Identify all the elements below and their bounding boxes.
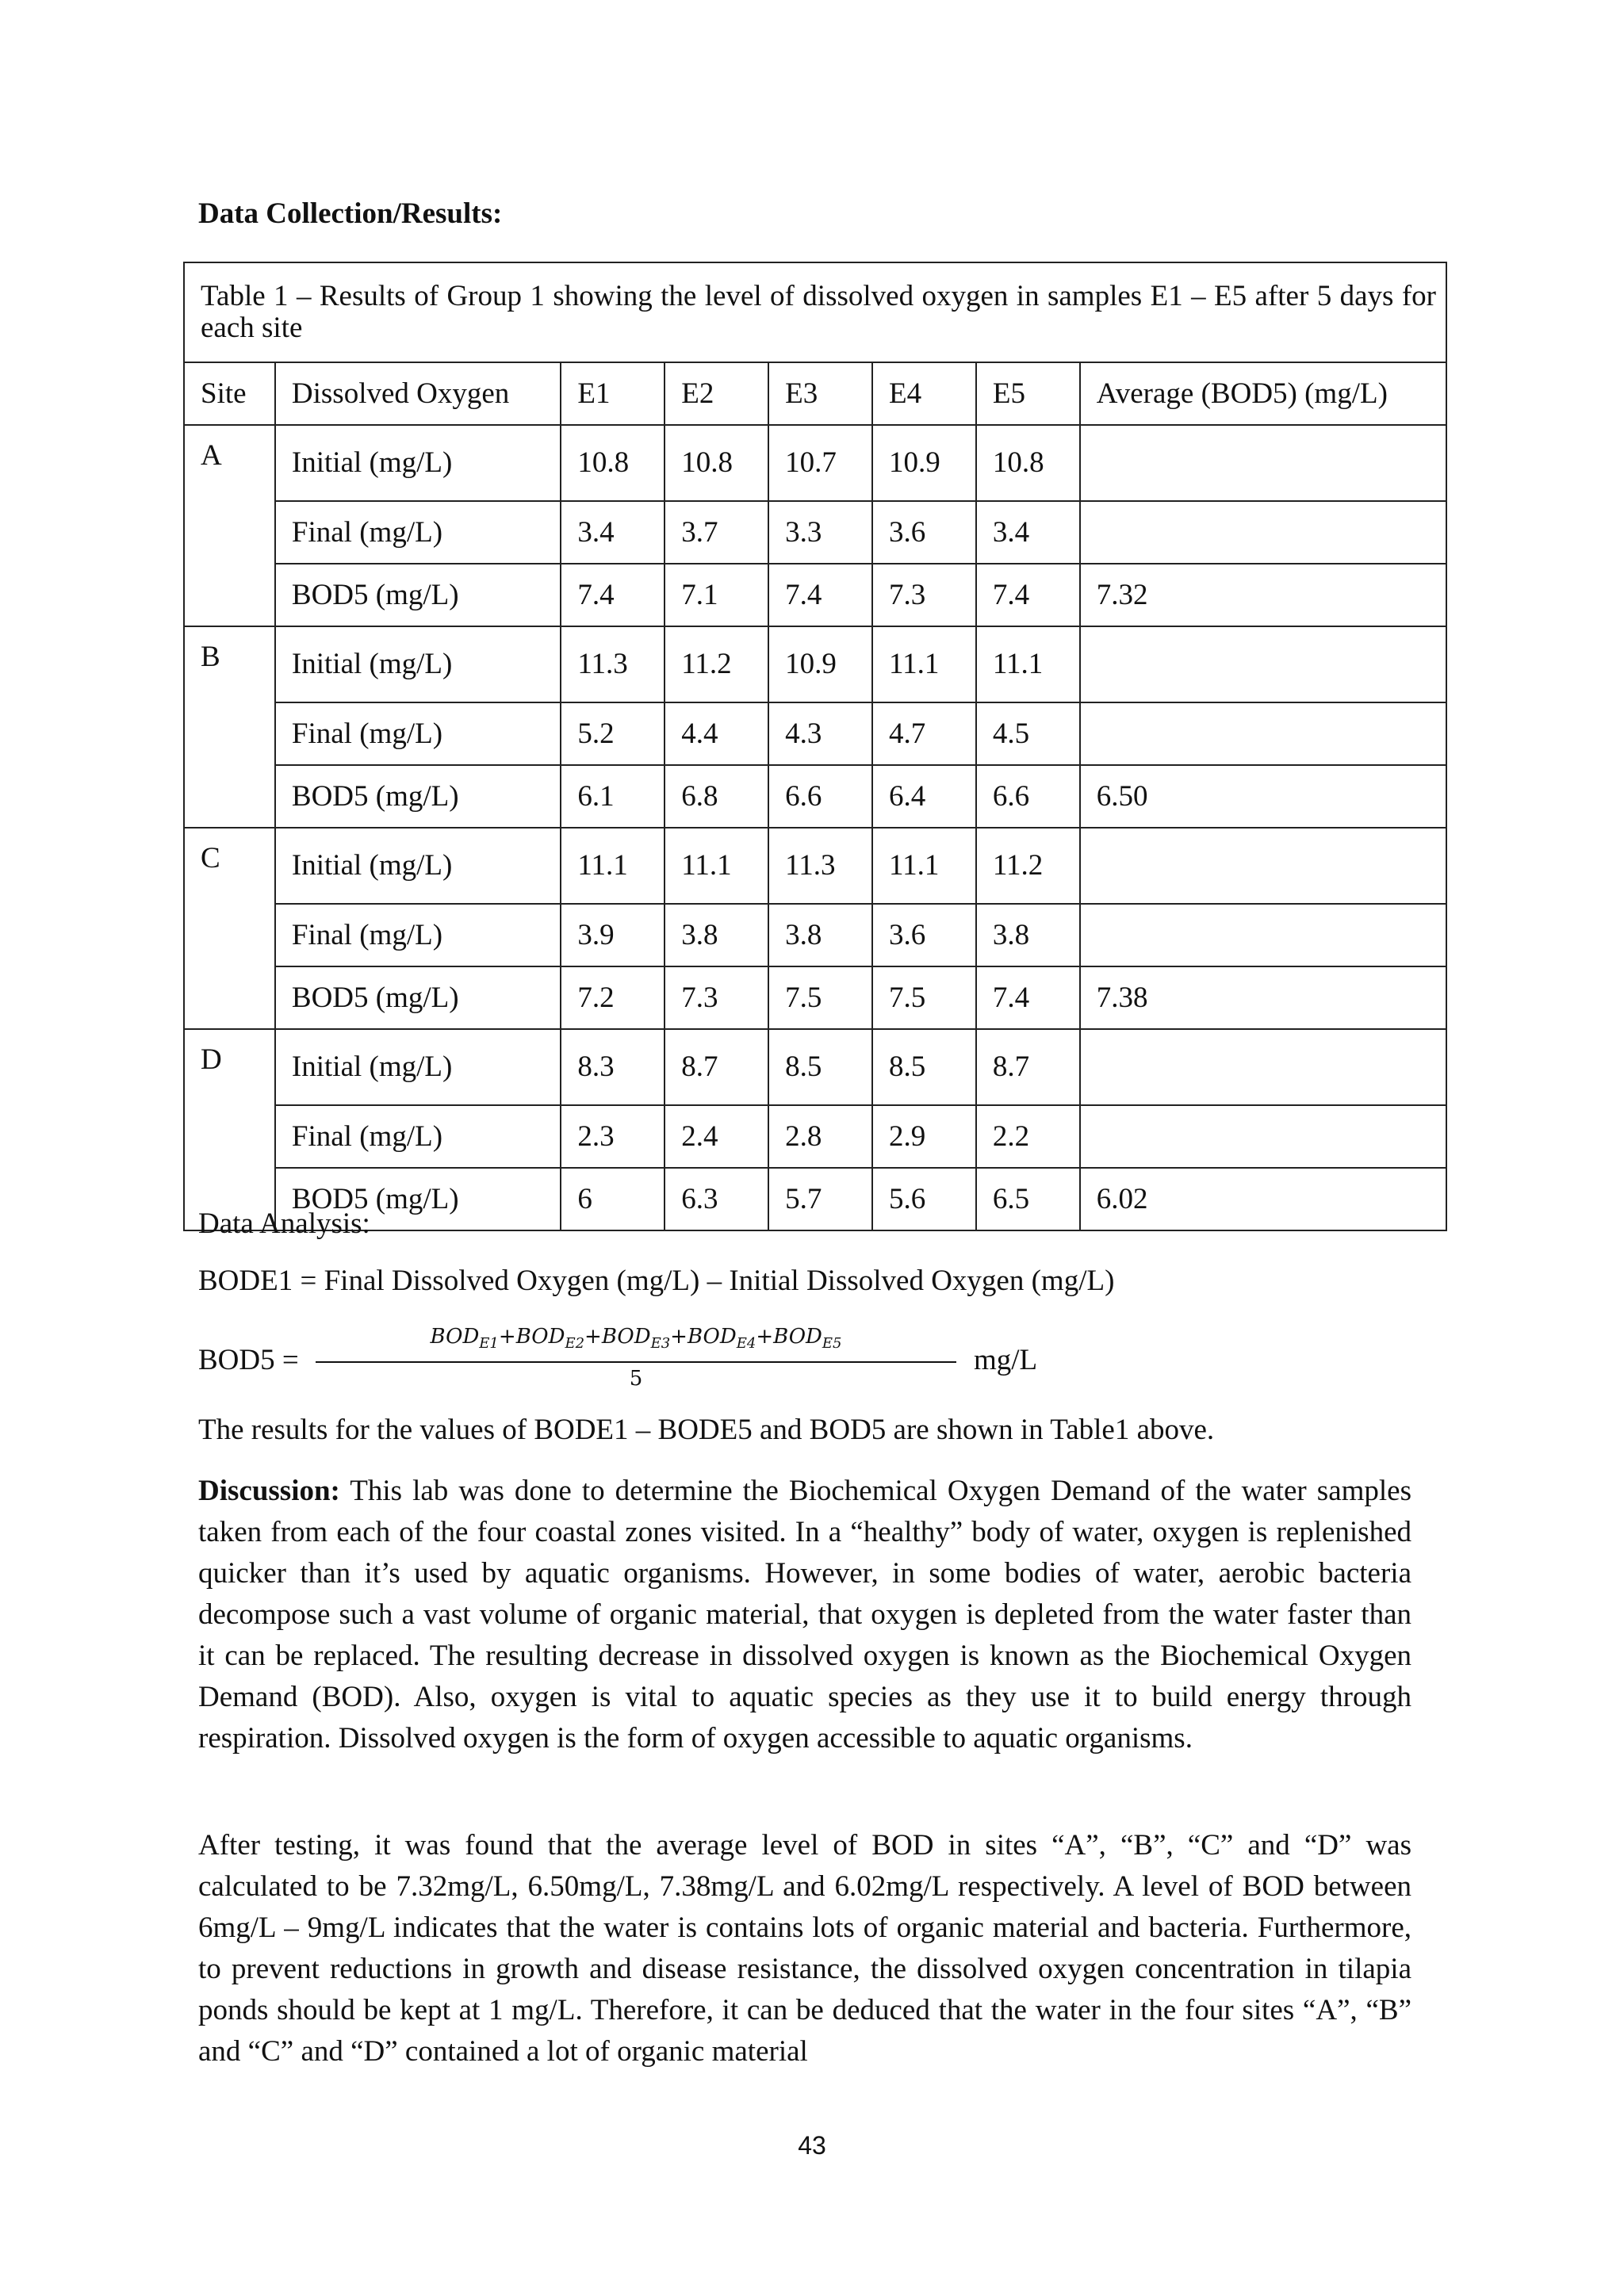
measure-label: Initial (mg/L)	[275, 425, 561, 501]
average-cell: 6.02	[1080, 1168, 1446, 1230]
value-cell: 6.4	[872, 765, 976, 828]
value-cell: 11.1	[976, 626, 1080, 702]
table-row	[184, 1105, 1446, 1168]
measure-label: Final (mg/L)	[275, 501, 561, 564]
section-heading: Data Collection/Results:	[198, 197, 503, 230]
measure-label: BOD5 (mg/L)	[275, 564, 561, 626]
table-row	[184, 765, 1446, 828]
value-cell: 10.8	[665, 425, 768, 501]
site-label: B	[184, 626, 275, 702]
discussion-text: This lab was done to determine the Biochemical Oxygen Demand of the water samples taken from each of the four coastal zones visited. In a “healthy” body of water, oxygen is replenished quicker than it’s used by aquatic organisms. However, in some bodies of water, aerobic bacteria decompose such a vast volume of organic material, that oxygen is depleted from the water faster than it can be replaced. The resulting decrease in dissolved oxygen is known as the Biochemical Oxygen Demand (BOD). Also, oxygen is vital to aquatic species as they use it to build energy through respiration. Dissolved oxygen is the form of oxygen accessible to aquatic organisms.	[198, 1475, 1411, 1755]
value-cell: 10.7	[768, 425, 872, 501]
value-cell: 8.7	[976, 1029, 1080, 1105]
site-spacer	[184, 702, 275, 765]
value-cell: 2.3	[561, 1105, 665, 1168]
value-cell: 6.5	[976, 1168, 1080, 1230]
value-cell: 7.4	[768, 564, 872, 626]
table-row	[184, 501, 1446, 564]
value-cell: 4.3	[768, 702, 872, 765]
average-cell	[1080, 904, 1446, 966]
measure-label: Final (mg/L)	[275, 1105, 561, 1168]
value-cell: 8.5	[768, 1029, 872, 1105]
table-row	[184, 626, 1446, 702]
measure-label: BOD5 (mg/L)	[275, 765, 561, 828]
value-cell: 7.2	[561, 966, 665, 1029]
value-cell: 3.6	[872, 501, 976, 564]
measure-label: Final (mg/L)	[275, 904, 561, 966]
value-cell: 2.8	[768, 1105, 872, 1168]
discussion-paragraph-2: After testing, it was found that the average level of BOD in sites “A”, “B”, “C” and “D” was calculated to be 7.32mg/L, 6.50mg/L, 7.38mg/L and 6.02mg/L respectively. A level of BOD between 6mg/L – 9mg/L indicates that the water is contains lots of organic material and bacteria. Furthermore, to prevent reductions in growth and disease resistance, the dissolved oxygen concentration in tilapia ponds should be kept at 1 mg/L. Therefore, it can be deduced that the water in the four sites “A”, “B” and “C” and “D” contained a lot of organic material	[198, 1829, 1411, 2068]
value-cell: 3.4	[561, 501, 665, 564]
value-cell: 2.4	[665, 1105, 768, 1168]
formula-numerator: $BOD_{E1}+BOD_{E2}+BOD_{E3}+BOD_{E4}+BOD_{E5}$	[430, 1325, 842, 1353]
value-cell: 5.2	[561, 702, 665, 765]
average-cell	[1080, 626, 1446, 702]
header-cell: E5	[976, 362, 1080, 425]
value-cell: 11.3	[561, 626, 665, 702]
value-cell: 11.1	[561, 828, 665, 904]
table-header-row	[184, 362, 1446, 425]
site-label: A	[184, 425, 275, 501]
value-cell: 7.3	[665, 966, 768, 1029]
header-cell: Average (BOD5) (mg/L)	[1080, 362, 1446, 425]
value-cell: 3.9	[561, 904, 665, 966]
value-cell: 10.9	[768, 626, 872, 702]
data-analysis-title: Data Analysis:	[198, 1207, 370, 1240]
site-spacer	[184, 904, 275, 966]
site-spacer	[184, 501, 275, 564]
average-cell: 7.32	[1080, 564, 1446, 626]
average-cell: 7.38	[1080, 966, 1446, 1029]
table-row	[184, 1168, 1446, 1230]
measure-label: BOD5 (mg/L)	[275, 1168, 561, 1230]
value-cell: 4.4	[665, 702, 768, 765]
formula-bode1: BODE1 = Final Dissolved Oxygen (mg/L) – Initial Dissolved Oxygen (mg/L)	[198, 1265, 1115, 1297]
site-spacer	[184, 564, 275, 626]
table-caption: Table 1 – Results of Group 1 showing the level of dissolved oxygen in samples E1 – E5 after 5 days for each site	[184, 262, 1446, 362]
value-cell: 7.4	[561, 564, 665, 626]
table-row	[184, 966, 1446, 1029]
results-table	[183, 262, 1447, 1231]
value-cell: 11.1	[872, 626, 976, 702]
value-cell: 7.1	[665, 564, 768, 626]
value-cell: 7.5	[872, 966, 976, 1029]
value-cell: 8.3	[561, 1029, 665, 1105]
value-cell: 3.8	[976, 904, 1080, 966]
formula-lhs: BOD5 =	[198, 1344, 299, 1376]
average-cell	[1080, 702, 1446, 765]
value-cell: 6.1	[561, 765, 665, 828]
value-cell: 3.3	[768, 501, 872, 564]
value-cell: 11.2	[976, 828, 1080, 904]
value-cell: 11.2	[665, 626, 768, 702]
value-cell: 3.8	[665, 904, 768, 966]
value-cell: 6	[561, 1168, 665, 1230]
average-cell	[1080, 828, 1446, 904]
average-cell: 6.50	[1080, 765, 1446, 828]
value-cell: 11.3	[768, 828, 872, 904]
measure-label: Final (mg/L)	[275, 702, 561, 765]
value-cell: 10.8	[561, 425, 665, 501]
value-cell: 8.5	[872, 1029, 976, 1105]
site-label: D	[184, 1029, 275, 1105]
table-row	[184, 1029, 1446, 1105]
site-spacer	[184, 1105, 275, 1168]
header-cell: Site	[184, 362, 275, 425]
value-cell: 7.3	[872, 564, 976, 626]
header-cell: E2	[665, 362, 768, 425]
value-cell: 3.7	[665, 501, 768, 564]
value-cell: 11.1	[872, 828, 976, 904]
table-row	[184, 828, 1446, 904]
header-cell: Dissolved Oxygen	[275, 362, 561, 425]
measure-label: Initial (mg/L)	[275, 626, 561, 702]
site-spacer	[184, 966, 275, 1029]
table-row	[184, 904, 1446, 966]
value-cell: 3.6	[872, 904, 976, 966]
measure-label: BOD5 (mg/L)	[275, 966, 561, 1029]
header-cell: E1	[561, 362, 665, 425]
value-cell: 6.8	[665, 765, 768, 828]
measure-label: Initial (mg/L)	[275, 1029, 561, 1105]
value-cell: 11.1	[665, 828, 768, 904]
value-cell: 6.6	[976, 765, 1080, 828]
table-row	[184, 425, 1446, 501]
value-cell: 4.5	[976, 702, 1080, 765]
value-cell: 8.7	[665, 1029, 768, 1105]
page-number: 43	[798, 2131, 826, 2160]
value-cell: 5.6	[872, 1168, 976, 1230]
value-cell: 3.8	[768, 904, 872, 966]
value-cell: 10.8	[976, 425, 1080, 501]
formula-unit: mg/L	[974, 1344, 1038, 1376]
value-cell: 7.4	[976, 564, 1080, 626]
average-cell	[1080, 425, 1446, 501]
average-cell	[1080, 501, 1446, 564]
formula-denominator: 5	[629, 1367, 643, 1391]
value-cell: 5.7	[768, 1168, 872, 1230]
measure-label: Initial (mg/L)	[275, 828, 561, 904]
fraction-bar	[316, 1361, 956, 1363]
site-label: C	[184, 828, 275, 904]
table-row	[184, 702, 1446, 765]
value-cell: 7.4	[976, 966, 1080, 1029]
value-cell: 7.5	[768, 966, 872, 1029]
results-note: The results for the values of BODE1 – BODE5 and BOD5 are shown in Table1 above.	[198, 1414, 1215, 1446]
value-cell: 2.9	[872, 1105, 976, 1168]
header-cell: E4	[872, 362, 976, 425]
value-cell: 3.4	[976, 501, 1080, 564]
average-cell	[1080, 1029, 1446, 1105]
value-cell: 2.2	[976, 1105, 1080, 1168]
site-spacer	[184, 765, 275, 828]
value-cell: 4.7	[872, 702, 976, 765]
value-cell: 10.9	[872, 425, 976, 501]
value-cell: 6.3	[665, 1168, 768, 1230]
table-row	[184, 564, 1446, 626]
formula-fraction	[316, 1322, 956, 1391]
discussion-label: Discussion:	[198, 1475, 340, 1507]
average-cell	[1080, 1105, 1446, 1168]
discussion-paragraph-1	[198, 1471, 1411, 1759]
header-cell: E3	[768, 362, 872, 425]
value-cell: 6.6	[768, 765, 872, 828]
